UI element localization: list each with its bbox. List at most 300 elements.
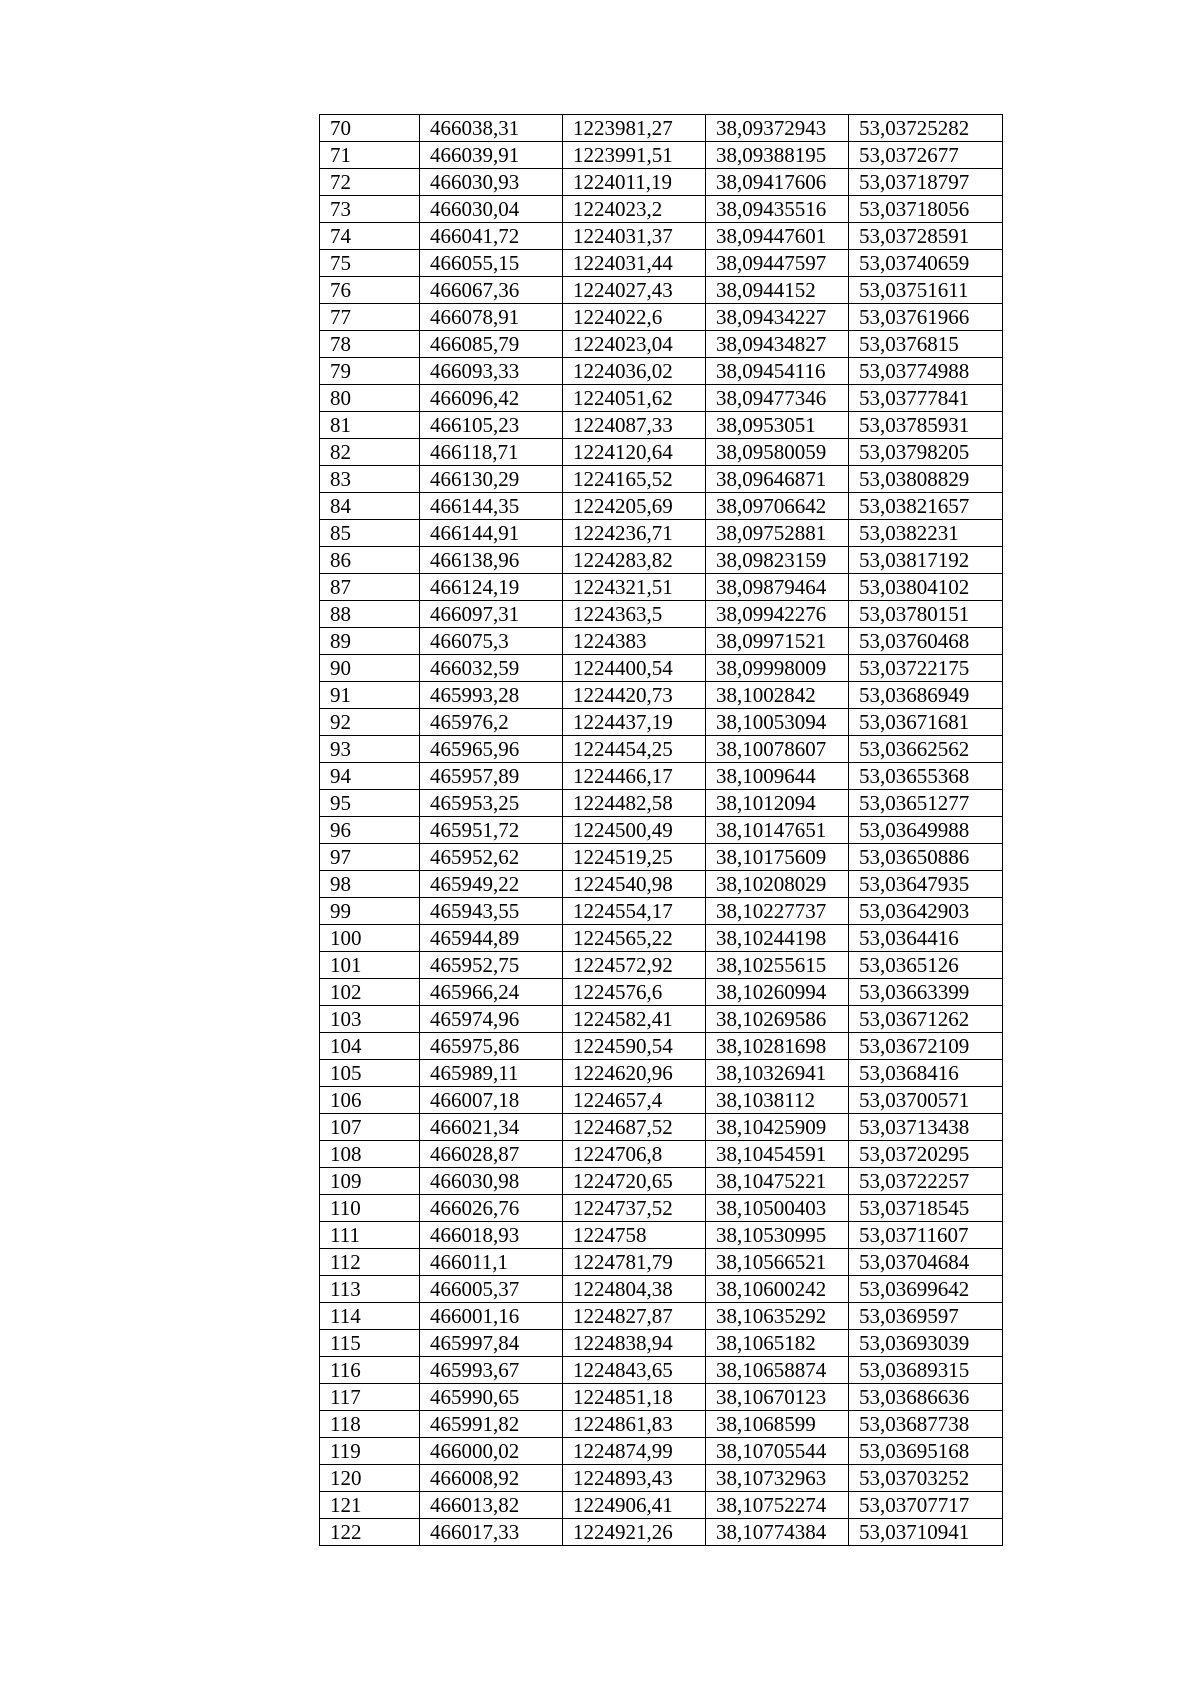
longitude-cell: 38,10208029 — [706, 871, 849, 898]
table-row — [320, 1357, 1003, 1384]
longitude-cell: 38,09998009 — [706, 655, 849, 682]
longitude-cell: 38,10705544 — [706, 1438, 849, 1465]
table-row — [320, 493, 1003, 520]
point-number-cell: 96 — [320, 817, 420, 844]
longitude-cell: 38,09752881 — [706, 520, 849, 547]
table-row — [320, 763, 1003, 790]
latitude-cell: 53,03651277 — [849, 790, 1003, 817]
y-coordinate-cell: 1224236,71 — [563, 520, 706, 547]
point-number-cell: 72 — [320, 169, 420, 196]
longitude-cell: 38,09447597 — [706, 250, 849, 277]
table-row — [320, 520, 1003, 547]
x-coordinate-cell: 466039,91 — [420, 142, 563, 169]
point-number-cell: 79 — [320, 358, 420, 385]
point-number-cell: 76 — [320, 277, 420, 304]
latitude-cell: 53,03707717 — [849, 1492, 1003, 1519]
latitude-cell: 53,03655368 — [849, 763, 1003, 790]
table-row — [320, 601, 1003, 628]
longitude-cell: 38,10227737 — [706, 898, 849, 925]
coordinates-table-body — [320, 115, 1003, 1546]
longitude-cell: 38,10281698 — [706, 1033, 849, 1060]
longitude-cell: 38,10600242 — [706, 1276, 849, 1303]
longitude-cell: 38,09447601 — [706, 223, 849, 250]
longitude-cell: 38,09879464 — [706, 574, 849, 601]
table-row — [320, 1141, 1003, 1168]
y-coordinate-cell: 1224582,41 — [563, 1006, 706, 1033]
x-coordinate-cell: 466055,15 — [420, 250, 563, 277]
y-coordinate-cell: 1224565,22 — [563, 925, 706, 952]
table-row — [320, 979, 1003, 1006]
x-coordinate-cell: 465975,86 — [420, 1033, 563, 1060]
table-row — [320, 682, 1003, 709]
longitude-cell: 38,10260994 — [706, 979, 849, 1006]
y-coordinate-cell: 1224657,4 — [563, 1087, 706, 1114]
latitude-cell: 53,03695168 — [849, 1438, 1003, 1465]
point-number-cell: 105 — [320, 1060, 420, 1087]
point-number-cell: 83 — [320, 466, 420, 493]
longitude-cell: 38,09823159 — [706, 547, 849, 574]
table-row — [320, 817, 1003, 844]
longitude-cell: 38,09971521 — [706, 628, 849, 655]
table-row — [320, 1060, 1003, 1087]
y-coordinate-cell: 1224804,38 — [563, 1276, 706, 1303]
latitude-cell: 53,03761966 — [849, 304, 1003, 331]
table-row — [320, 1438, 1003, 1465]
point-number-cell: 81 — [320, 412, 420, 439]
y-coordinate-cell: 1224383 — [563, 628, 706, 655]
x-coordinate-cell: 466078,91 — [420, 304, 563, 331]
x-coordinate-cell: 465957,89 — [420, 763, 563, 790]
table-row — [320, 898, 1003, 925]
x-coordinate-cell: 466118,71 — [420, 439, 563, 466]
y-coordinate-cell: 1224620,96 — [563, 1060, 706, 1087]
table-row — [320, 358, 1003, 385]
point-number-cell: 117 — [320, 1384, 420, 1411]
latitude-cell: 53,03718056 — [849, 196, 1003, 223]
y-coordinate-cell: 1224874,99 — [563, 1438, 706, 1465]
y-coordinate-cell: 1224420,73 — [563, 682, 706, 709]
table-row — [320, 1384, 1003, 1411]
table-row — [320, 574, 1003, 601]
point-number-cell: 120 — [320, 1465, 420, 1492]
latitude-cell: 53,03649988 — [849, 817, 1003, 844]
y-coordinate-cell: 1224031,37 — [563, 223, 706, 250]
latitude-cell: 53,03671262 — [849, 1006, 1003, 1033]
point-number-cell: 119 — [320, 1438, 420, 1465]
y-coordinate-cell: 1224572,92 — [563, 952, 706, 979]
y-coordinate-cell: 1224023,2 — [563, 196, 706, 223]
table-row — [320, 1087, 1003, 1114]
point-number-cell: 77 — [320, 304, 420, 331]
longitude-cell: 38,09417606 — [706, 169, 849, 196]
table-row — [320, 142, 1003, 169]
y-coordinate-cell: 1224576,6 — [563, 979, 706, 1006]
point-number-cell: 70 — [320, 115, 420, 142]
x-coordinate-cell: 466075,3 — [420, 628, 563, 655]
y-coordinate-cell: 1224321,51 — [563, 574, 706, 601]
y-coordinate-cell: 1224482,58 — [563, 790, 706, 817]
table-row — [320, 1195, 1003, 1222]
y-coordinate-cell: 1224400,54 — [563, 655, 706, 682]
longitude-cell: 38,10670123 — [706, 1384, 849, 1411]
x-coordinate-cell: 466021,34 — [420, 1114, 563, 1141]
longitude-cell: 38,0953051 — [706, 412, 849, 439]
y-coordinate-cell: 1224022,6 — [563, 304, 706, 331]
y-coordinate-cell: 1224781,79 — [563, 1249, 706, 1276]
table-row — [320, 1168, 1003, 1195]
x-coordinate-cell: 465990,65 — [420, 1384, 563, 1411]
longitude-cell: 38,10732963 — [706, 1465, 849, 1492]
y-coordinate-cell: 1224893,43 — [563, 1465, 706, 1492]
point-number-cell: 89 — [320, 628, 420, 655]
point-number-cell: 112 — [320, 1249, 420, 1276]
x-coordinate-cell: 466032,59 — [420, 655, 563, 682]
y-coordinate-cell: 1224205,69 — [563, 493, 706, 520]
y-coordinate-cell: 1224283,82 — [563, 547, 706, 574]
x-coordinate-cell: 466030,98 — [420, 1168, 563, 1195]
latitude-cell: 53,03663399 — [849, 979, 1003, 1006]
latitude-cell: 53,03751611 — [849, 277, 1003, 304]
x-coordinate-cell: 466000,02 — [420, 1438, 563, 1465]
y-coordinate-cell: 1224706,8 — [563, 1141, 706, 1168]
point-number-cell: 94 — [320, 763, 420, 790]
longitude-cell: 38,10078607 — [706, 736, 849, 763]
latitude-cell: 53,03725282 — [849, 115, 1003, 142]
y-coordinate-cell: 1224363,5 — [563, 601, 706, 628]
latitude-cell: 53,03686636 — [849, 1384, 1003, 1411]
x-coordinate-cell: 465974,96 — [420, 1006, 563, 1033]
table-row — [320, 1303, 1003, 1330]
point-number-cell: 113 — [320, 1276, 420, 1303]
y-coordinate-cell: 1224540,98 — [563, 871, 706, 898]
latitude-cell: 53,03804102 — [849, 574, 1003, 601]
x-coordinate-cell: 466011,1 — [420, 1249, 563, 1276]
y-coordinate-cell: 1224011,19 — [563, 169, 706, 196]
table-row — [320, 304, 1003, 331]
longitude-cell: 38,09477346 — [706, 385, 849, 412]
point-number-cell: 118 — [320, 1411, 420, 1438]
x-coordinate-cell: 466028,87 — [420, 1141, 563, 1168]
point-number-cell: 71 — [320, 142, 420, 169]
x-coordinate-cell: 465965,96 — [420, 736, 563, 763]
point-number-cell: 98 — [320, 871, 420, 898]
x-coordinate-cell: 465997,84 — [420, 1330, 563, 1357]
longitude-cell: 38,10658874 — [706, 1357, 849, 1384]
latitude-cell: 53,0364416 — [849, 925, 1003, 952]
point-number-cell: 116 — [320, 1357, 420, 1384]
point-number-cell: 97 — [320, 844, 420, 871]
latitude-cell: 53,03689315 — [849, 1357, 1003, 1384]
longitude-cell: 38,1038112 — [706, 1087, 849, 1114]
table-row — [320, 277, 1003, 304]
table-row — [320, 1330, 1003, 1357]
point-number-cell: 114 — [320, 1303, 420, 1330]
x-coordinate-cell: 466085,79 — [420, 331, 563, 358]
table-row — [320, 1114, 1003, 1141]
point-number-cell: 122 — [320, 1519, 420, 1546]
table-row — [320, 952, 1003, 979]
longitude-cell: 38,09434827 — [706, 331, 849, 358]
table-row — [320, 844, 1003, 871]
y-coordinate-cell: 1223981,27 — [563, 115, 706, 142]
longitude-cell: 38,1012094 — [706, 790, 849, 817]
y-coordinate-cell: 1224758 — [563, 1222, 706, 1249]
x-coordinate-cell: 466138,96 — [420, 547, 563, 574]
y-coordinate-cell: 1224906,41 — [563, 1492, 706, 1519]
point-number-cell: 121 — [320, 1492, 420, 1519]
x-coordinate-cell: 466041,72 — [420, 223, 563, 250]
longitude-cell: 38,10454591 — [706, 1141, 849, 1168]
longitude-cell: 38,10053094 — [706, 709, 849, 736]
point-number-cell: 107 — [320, 1114, 420, 1141]
point-number-cell: 99 — [320, 898, 420, 925]
point-number-cell: 82 — [320, 439, 420, 466]
latitude-cell: 53,03672109 — [849, 1033, 1003, 1060]
x-coordinate-cell: 465952,75 — [420, 952, 563, 979]
latitude-cell: 53,03777841 — [849, 385, 1003, 412]
y-coordinate-cell: 1224838,94 — [563, 1330, 706, 1357]
x-coordinate-cell: 465993,67 — [420, 1357, 563, 1384]
y-coordinate-cell: 1224590,54 — [563, 1033, 706, 1060]
point-number-cell: 100 — [320, 925, 420, 952]
x-coordinate-cell: 465966,24 — [420, 979, 563, 1006]
table-row — [320, 115, 1003, 142]
table-row — [320, 1519, 1003, 1546]
latitude-cell: 53,03785931 — [849, 412, 1003, 439]
table-row — [320, 1222, 1003, 1249]
y-coordinate-cell: 1224027,43 — [563, 277, 706, 304]
y-coordinate-cell: 1224851,18 — [563, 1384, 706, 1411]
x-coordinate-cell: 465976,2 — [420, 709, 563, 736]
y-coordinate-cell: 1224921,26 — [563, 1519, 706, 1546]
x-coordinate-cell: 465952,62 — [420, 844, 563, 871]
longitude-cell: 38,10530995 — [706, 1222, 849, 1249]
latitude-cell: 53,0365126 — [849, 952, 1003, 979]
x-coordinate-cell: 466001,16 — [420, 1303, 563, 1330]
x-coordinate-cell: 465944,89 — [420, 925, 563, 952]
y-coordinate-cell: 1224500,49 — [563, 817, 706, 844]
longitude-cell: 38,09942276 — [706, 601, 849, 628]
latitude-cell: 53,0382231 — [849, 520, 1003, 547]
latitude-cell: 53,03710941 — [849, 1519, 1003, 1546]
table-row — [320, 790, 1003, 817]
point-number-cell: 90 — [320, 655, 420, 682]
x-coordinate-cell: 466026,76 — [420, 1195, 563, 1222]
table-row — [320, 250, 1003, 277]
longitude-cell: 38,0944152 — [706, 277, 849, 304]
x-coordinate-cell: 465943,55 — [420, 898, 563, 925]
table-row — [320, 1006, 1003, 1033]
point-number-cell: 109 — [320, 1168, 420, 1195]
longitude-cell: 38,1009644 — [706, 763, 849, 790]
point-number-cell: 95 — [320, 790, 420, 817]
point-number-cell: 80 — [320, 385, 420, 412]
y-coordinate-cell: 1224519,25 — [563, 844, 706, 871]
x-coordinate-cell: 465993,28 — [420, 682, 563, 709]
x-coordinate-cell: 465989,11 — [420, 1060, 563, 1087]
x-coordinate-cell: 466096,42 — [420, 385, 563, 412]
latitude-cell: 53,03774988 — [849, 358, 1003, 385]
latitude-cell: 53,03647935 — [849, 871, 1003, 898]
y-coordinate-cell: 1224861,83 — [563, 1411, 706, 1438]
y-coordinate-cell: 1224031,44 — [563, 250, 706, 277]
x-coordinate-cell: 466005,37 — [420, 1276, 563, 1303]
longitude-cell: 38,10566521 — [706, 1249, 849, 1276]
y-coordinate-cell: 1224036,02 — [563, 358, 706, 385]
x-coordinate-cell: 466130,29 — [420, 466, 563, 493]
y-coordinate-cell: 1224687,52 — [563, 1114, 706, 1141]
point-number-cell: 102 — [320, 979, 420, 1006]
x-coordinate-cell: 465953,25 — [420, 790, 563, 817]
longitude-cell: 38,09435516 — [706, 196, 849, 223]
latitude-cell: 53,0372677 — [849, 142, 1003, 169]
x-coordinate-cell: 466007,18 — [420, 1087, 563, 1114]
longitude-cell: 38,1068599 — [706, 1411, 849, 1438]
latitude-cell: 53,03650886 — [849, 844, 1003, 871]
table-row — [320, 547, 1003, 574]
latitude-cell: 53,03780151 — [849, 601, 1003, 628]
x-coordinate-cell: 466067,36 — [420, 277, 563, 304]
table-row — [320, 736, 1003, 763]
x-coordinate-cell: 466144,35 — [420, 493, 563, 520]
latitude-cell: 53,03718545 — [849, 1195, 1003, 1222]
longitude-cell: 38,10774384 — [706, 1519, 849, 1546]
table-row — [320, 169, 1003, 196]
x-coordinate-cell: 466097,31 — [420, 601, 563, 628]
longitude-cell: 38,10635292 — [706, 1303, 849, 1330]
latitude-cell: 53,0376815 — [849, 331, 1003, 358]
latitude-cell: 53,03642903 — [849, 898, 1003, 925]
latitude-cell: 53,03686949 — [849, 682, 1003, 709]
point-number-cell: 88 — [320, 601, 420, 628]
latitude-cell: 53,0369597 — [849, 1303, 1003, 1330]
x-coordinate-cell: 465951,72 — [420, 817, 563, 844]
longitude-cell: 38,10244198 — [706, 925, 849, 952]
y-coordinate-cell: 1224165,52 — [563, 466, 706, 493]
y-coordinate-cell: 1224051,62 — [563, 385, 706, 412]
table-row — [320, 1033, 1003, 1060]
x-coordinate-cell: 465949,22 — [420, 871, 563, 898]
point-number-cell: 101 — [320, 952, 420, 979]
latitude-cell: 53,03703252 — [849, 1465, 1003, 1492]
longitude-cell: 38,09388195 — [706, 142, 849, 169]
point-number-cell: 106 — [320, 1087, 420, 1114]
point-number-cell: 104 — [320, 1033, 420, 1060]
table-row — [320, 466, 1003, 493]
latitude-cell: 53,0368416 — [849, 1060, 1003, 1087]
table-row — [320, 439, 1003, 466]
point-number-cell: 93 — [320, 736, 420, 763]
point-number-cell: 115 — [320, 1330, 420, 1357]
x-coordinate-cell: 466008,92 — [420, 1465, 563, 1492]
longitude-cell: 38,09434227 — [706, 304, 849, 331]
latitude-cell: 53,03720295 — [849, 1141, 1003, 1168]
point-number-cell: 110 — [320, 1195, 420, 1222]
point-number-cell: 92 — [320, 709, 420, 736]
table-row — [320, 1249, 1003, 1276]
point-number-cell: 74 — [320, 223, 420, 250]
longitude-cell: 38,09372943 — [706, 115, 849, 142]
point-number-cell: 91 — [320, 682, 420, 709]
longitude-cell: 38,10752274 — [706, 1492, 849, 1519]
x-coordinate-cell: 465991,82 — [420, 1411, 563, 1438]
table-row — [320, 385, 1003, 412]
latitude-cell: 53,03671681 — [849, 709, 1003, 736]
latitude-cell: 53,03704684 — [849, 1249, 1003, 1276]
point-number-cell: 84 — [320, 493, 420, 520]
x-coordinate-cell: 466017,33 — [420, 1519, 563, 1546]
latitude-cell: 53,03713438 — [849, 1114, 1003, 1141]
longitude-cell: 38,1065182 — [706, 1330, 849, 1357]
y-coordinate-cell: 1224843,65 — [563, 1357, 706, 1384]
table-row — [320, 223, 1003, 250]
longitude-cell: 38,1002842 — [706, 682, 849, 709]
x-coordinate-cell: 466030,93 — [420, 169, 563, 196]
y-coordinate-cell: 1224454,25 — [563, 736, 706, 763]
latitude-cell: 53,03722175 — [849, 655, 1003, 682]
x-coordinate-cell: 466093,33 — [420, 358, 563, 385]
table-row — [320, 412, 1003, 439]
longitude-cell: 38,09454116 — [706, 358, 849, 385]
longitude-cell: 38,09646871 — [706, 466, 849, 493]
x-coordinate-cell: 466018,93 — [420, 1222, 563, 1249]
point-number-cell: 87 — [320, 574, 420, 601]
y-coordinate-cell: 1224437,19 — [563, 709, 706, 736]
table-row — [320, 871, 1003, 898]
latitude-cell: 53,03740659 — [849, 250, 1003, 277]
x-coordinate-cell: 466038,31 — [420, 115, 563, 142]
table-row — [320, 196, 1003, 223]
longitude-cell: 38,10475221 — [706, 1168, 849, 1195]
longitude-cell: 38,10255615 — [706, 952, 849, 979]
table-row — [320, 1492, 1003, 1519]
latitude-cell: 53,03700571 — [849, 1087, 1003, 1114]
latitude-cell: 53,03662562 — [849, 736, 1003, 763]
latitude-cell: 53,03699642 — [849, 1276, 1003, 1303]
x-coordinate-cell: 466105,23 — [420, 412, 563, 439]
table-row — [320, 331, 1003, 358]
point-number-cell: 111 — [320, 1222, 420, 1249]
y-coordinate-cell: 1224737,52 — [563, 1195, 706, 1222]
longitude-cell: 38,10425909 — [706, 1114, 849, 1141]
latitude-cell: 53,03711607 — [849, 1222, 1003, 1249]
table-row — [320, 1465, 1003, 1492]
point-number-cell: 86 — [320, 547, 420, 574]
longitude-cell: 38,09706642 — [706, 493, 849, 520]
y-coordinate-cell: 1224466,17 — [563, 763, 706, 790]
y-coordinate-cell: 1224087,33 — [563, 412, 706, 439]
point-number-cell: 108 — [320, 1141, 420, 1168]
table-row — [320, 925, 1003, 952]
longitude-cell: 38,10175609 — [706, 844, 849, 871]
table-row — [320, 1411, 1003, 1438]
x-coordinate-cell: 466124,19 — [420, 574, 563, 601]
latitude-cell: 53,03798205 — [849, 439, 1003, 466]
latitude-cell: 53,03808829 — [849, 466, 1003, 493]
longitude-cell: 38,10326941 — [706, 1060, 849, 1087]
table-row — [320, 628, 1003, 655]
point-number-cell: 75 — [320, 250, 420, 277]
latitude-cell: 53,03687738 — [849, 1411, 1003, 1438]
y-coordinate-cell: 1223991,51 — [563, 142, 706, 169]
y-coordinate-cell: 1224023,04 — [563, 331, 706, 358]
point-number-cell: 73 — [320, 196, 420, 223]
latitude-cell: 53,03821657 — [849, 493, 1003, 520]
point-number-cell: 78 — [320, 331, 420, 358]
table-row — [320, 1276, 1003, 1303]
latitude-cell: 53,03722257 — [849, 1168, 1003, 1195]
coordinates-table — [319, 114, 1003, 1546]
